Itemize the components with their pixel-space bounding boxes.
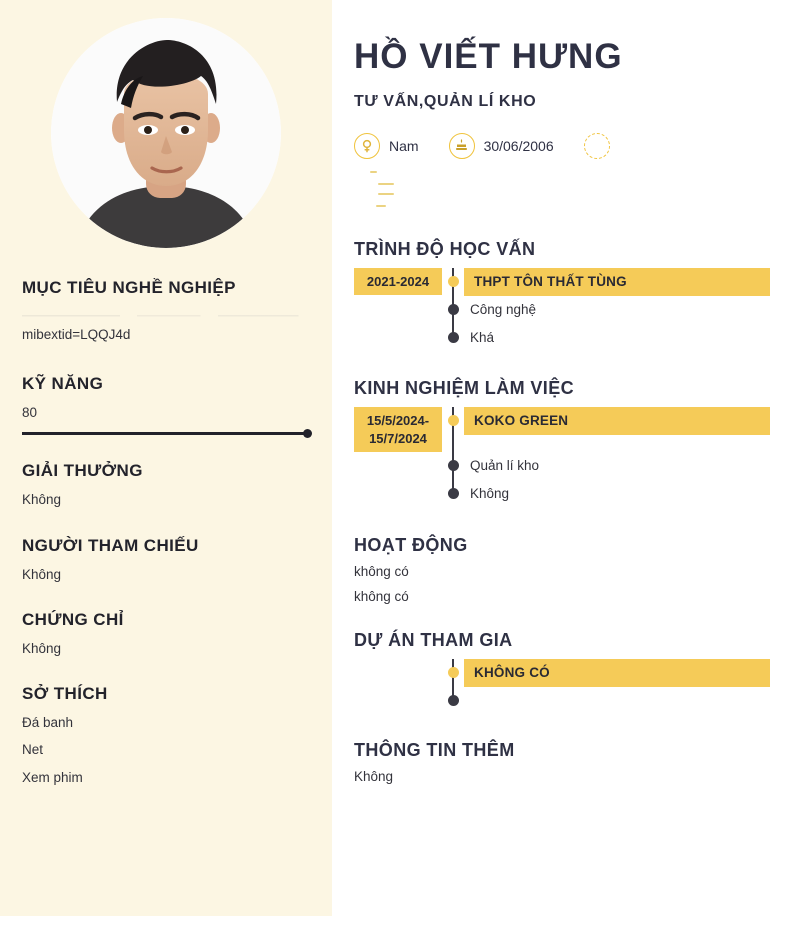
- education-major: Công nghệ: [470, 301, 537, 317]
- timeline-row: [354, 324, 770, 352]
- portrait-photo-icon: [51, 18, 281, 248]
- personal-info-birthday: [449, 133, 554, 159]
- awards-value: Không: [22, 492, 62, 508]
- section-title-projects: DỰ ÁN THAM GIA: [354, 629, 513, 650]
- section-title-education: TRÌNH ĐỘ HỌC VẤN: [354, 238, 536, 259]
- timeline-axis: [442, 407, 464, 452]
- more-info-value: Không: [354, 768, 394, 784]
- projects-timeline: [354, 659, 770, 714]
- hobby-item: Đá banh: [22, 715, 74, 731]
- contact-placeholder-block: [354, 167, 770, 213]
- ghost-segment: [378, 183, 394, 185]
- timeline-axis: [442, 452, 464, 480]
- section-title-career-objective: MỤC TIÊU NGHỀ NGHIỆP: [22, 278, 236, 297]
- timeline-axis: [442, 659, 464, 687]
- skills-progress-bar: [22, 432, 310, 435]
- timeline-axis: [442, 296, 464, 324]
- personal-info-extra: [584, 133, 619, 159]
- hobby-item: Net: [22, 742, 44, 758]
- job-title: TƯ VẤN,QUẢN LÍ KHO: [354, 92, 537, 110]
- section-title-experience: KINH NGHIỆM LÀM VIỆC: [354, 378, 575, 399]
- references-value: Không: [22, 566, 62, 582]
- section-title-more-info: THÔNG TIN THÊM: [354, 739, 515, 760]
- section-title-hobbies: SỞ THÍCH: [22, 684, 108, 704]
- experience-timeline: [354, 407, 770, 509]
- timeline-row: [354, 268, 770, 296]
- avatar: [51, 18, 281, 248]
- timeline-row: [354, 407, 770, 452]
- education-grade: Khá: [470, 329, 495, 345]
- page-title: HỒ VIẾT HƯNG: [354, 37, 623, 76]
- career-objective-faded-text: [22, 308, 310, 320]
- timeline-axis: [442, 268, 464, 296]
- skills-progress-knob: [303, 429, 312, 438]
- gender-label: Nam: [389, 137, 419, 154]
- activity-item: không có: [354, 588, 409, 604]
- timeline-row: [354, 687, 770, 714]
- ghost-segment: [376, 205, 386, 207]
- timeline-axis: [442, 687, 464, 714]
- personal-info-gender: [354, 133, 419, 159]
- section-title-skills: KỸ NĂNG: [22, 374, 104, 394]
- timeline-row: [354, 452, 770, 480]
- education-school: THPT TÔN THẤT TÙNG: [464, 268, 770, 296]
- section-title-certificates: CHỨNG CHỈ: [22, 609, 124, 629]
- certificates-value: Không: [22, 640, 62, 656]
- personal-info-row: [354, 133, 770, 159]
- career-objective-text: mibextid=LQQJ4d: [22, 327, 131, 342]
- project-detail: [464, 687, 770, 697]
- cv-right-column: [332, 0, 800, 931]
- experience-role: Quản lí kho: [470, 458, 540, 474]
- ghost-segment: [370, 171, 377, 173]
- timeline-row: [354, 659, 770, 687]
- project-date: [354, 659, 442, 669]
- section-title-references: NGƯỜI THAM CHIẾU: [22, 535, 199, 555]
- experience-detail: Không: [470, 486, 510, 502]
- timeline-row: [354, 296, 770, 324]
- birthday-label: 30/06/2006: [483, 137, 554, 154]
- timeline-row: [354, 480, 770, 508]
- section-title-activities: HOẠT ĐỘNG: [354, 534, 468, 555]
- timeline-axis: [442, 480, 464, 508]
- skills-value: 80: [22, 405, 38, 421]
- section-title-awards: GIẢI THƯỞNG: [22, 461, 143, 481]
- project-name: KHÔNG CÓ: [464, 659, 770, 687]
- activity-item: không có: [354, 563, 409, 579]
- gender-icon: [354, 133, 380, 159]
- birthday-icon: [449, 133, 475, 159]
- education-date: 2021-2024: [354, 268, 442, 296]
- experience-date: 15/5/2024-15/7/2024: [354, 407, 442, 452]
- ghost-segment: [378, 193, 394, 195]
- experience-company: KOKO GREEN: [464, 407, 770, 435]
- hobby-item: Xem phim: [22, 769, 83, 785]
- placeholder-icon: [584, 133, 610, 159]
- timeline-axis: [442, 324, 464, 352]
- education-timeline: [354, 268, 770, 353]
- cv-left-column: [0, 0, 332, 916]
